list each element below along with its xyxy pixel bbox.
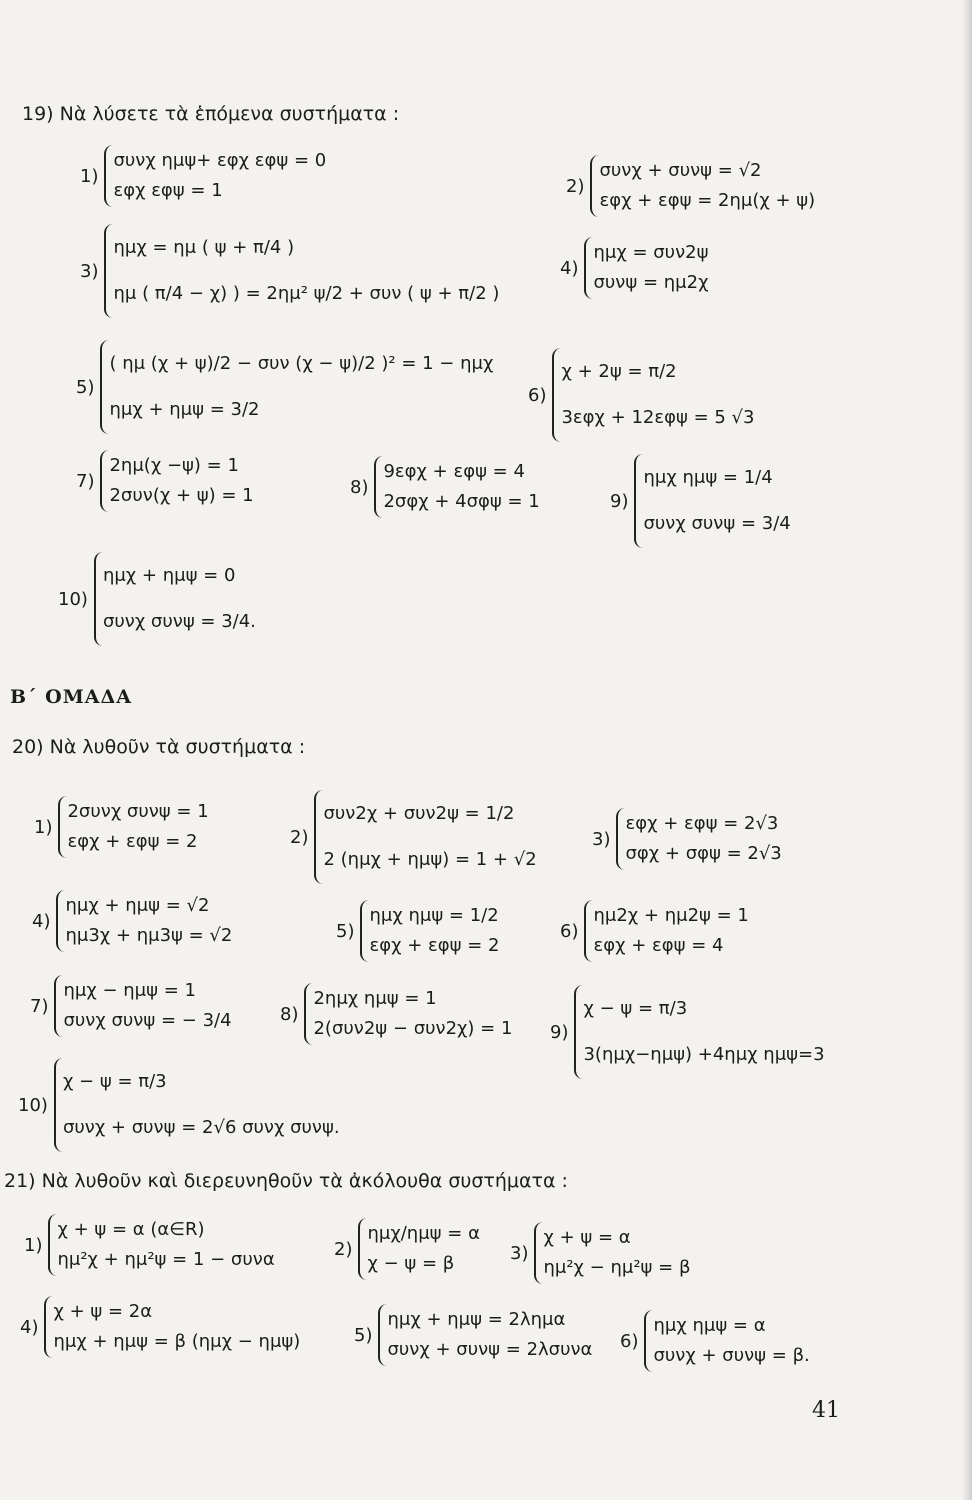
system-brace	[104, 145, 326, 207]
system-number: 8)	[280, 1003, 299, 1025]
equation: 2(συν2ψ − συν2χ) = 1	[313, 1018, 513, 1039]
system-brace	[48, 1214, 274, 1276]
equation: συνψ = ημ2χ	[593, 272, 709, 293]
equation: ημ²χ + ημ²ψ = 1 − συνα	[57, 1249, 275, 1270]
system-number: 2)	[334, 1238, 353, 1260]
problem-20-heading: 20) Νὰ λυθοῦν τὰ συστήματα :	[12, 736, 306, 758]
system-number: 4)	[560, 257, 579, 279]
equation: χ + ψ = α	[543, 1227, 631, 1248]
equation: σφχ + σφψ = 2√3	[625, 843, 782, 864]
system-number: 2)	[566, 175, 585, 197]
system-19-2	[566, 155, 815, 217]
system-number: 1)	[80, 165, 99, 187]
system-19-4	[560, 237, 708, 299]
equation: ημχ − ημψ = 1	[63, 980, 196, 1001]
equation: ημχ + ημψ = β (ημχ − ημψ)	[53, 1331, 301, 1352]
problem-21-heading: 21) Νὰ λυθοῦν καὶ διερευνηθοῦν τὰ ἀκόλουθα συστήματα :	[4, 1170, 568, 1192]
system-number: 3)	[592, 828, 611, 850]
system-21-4	[20, 1296, 300, 1358]
equation: εφχ + εφψ = 2	[369, 935, 500, 956]
system-number: 9)	[610, 490, 629, 512]
system-brace	[44, 1296, 300, 1358]
equation: 2σφχ + 4σφψ = 1	[383, 491, 540, 512]
system-number: 6)	[528, 384, 547, 406]
page-edge-shadow	[962, 0, 972, 1500]
equation: ημχ = ημ ( ψ + π/4 )	[113, 237, 295, 258]
system-number: 6)	[560, 920, 579, 942]
equation: εφχ + εφψ = 2	[67, 831, 198, 852]
system-19-9	[610, 454, 791, 548]
system-21-5	[354, 1304, 592, 1366]
system-brace	[616, 808, 781, 870]
system-number: 4)	[20, 1316, 39, 1338]
system-brace	[54, 975, 231, 1037]
equation: 2 (ημχ + ημψ) = 1 + √2	[323, 849, 537, 870]
system-brace	[590, 155, 815, 217]
system-number: 10)	[58, 588, 88, 610]
problem-19-heading: 19) Νὰ λύσετε τὰ ἑπόμενα συστήματα :	[22, 103, 400, 125]
system-brace	[104, 224, 499, 318]
system-19-5	[76, 340, 493, 434]
system-brace	[58, 796, 208, 858]
equation: ημχ/ημψ = α	[367, 1223, 480, 1244]
system-brace	[304, 983, 512, 1045]
system-number: 6)	[620, 1330, 639, 1352]
system-brace	[574, 985, 824, 1079]
system-brace	[56, 890, 232, 952]
system-21-1	[24, 1214, 275, 1276]
equation: 2συν(χ + ψ) = 1	[109, 485, 254, 506]
system-number: 5)	[354, 1324, 373, 1346]
system-20-1	[34, 796, 209, 858]
equation: ημχ ημψ = 1/4	[643, 467, 773, 488]
equation: συνχ συνψ = − 3/4	[63, 1010, 232, 1031]
system-brace	[552, 348, 754, 442]
system-19-7	[76, 450, 254, 512]
system-number: 1)	[34, 816, 53, 838]
equation: ημχ ημψ = α	[653, 1315, 766, 1336]
system-21-6	[620, 1310, 810, 1372]
equation: 2ημ(χ −ψ) = 1	[109, 455, 239, 476]
equation: εφχ + εφψ = 2ημ(χ + ψ)	[599, 190, 816, 211]
section-b-title: Β΄ ΟΜΑΔΑ	[10, 686, 132, 708]
equation: ημ²χ − ημ²ψ = β	[543, 1257, 691, 1278]
system-20-2	[290, 790, 537, 884]
system-19-10	[58, 552, 256, 646]
equation: συν2χ + συν2ψ = 1/2	[323, 803, 515, 824]
equation: 2ημχ ημψ = 1	[313, 988, 437, 1009]
system-19-6	[528, 348, 754, 442]
system-number: 7)	[30, 995, 49, 1017]
system-number: 3)	[80, 260, 99, 282]
system-19-8	[350, 456, 540, 518]
equation: ( ημ (χ + ψ)/2 − συν (χ − ψ)/2 )² = 1 − ημχ	[109, 353, 494, 374]
system-20-5	[336, 900, 499, 962]
system-brace	[584, 237, 708, 299]
system-number: 2)	[290, 826, 309, 848]
system-20-6	[560, 900, 749, 962]
equation: ημχ + ημψ = 2λημα	[387, 1309, 566, 1330]
system-brace	[378, 1304, 592, 1366]
system-brace	[314, 790, 536, 884]
equation: εφχ + εφψ = 2√3	[625, 813, 779, 834]
system-20-10	[18, 1058, 340, 1152]
equation: 3(ημχ−ημψ) +4ημχ ημψ=3	[583, 1044, 825, 1065]
equation: ημ2χ + ημ2ψ = 1	[593, 905, 749, 926]
equation: ημχ + ημψ = 0	[102, 565, 236, 586]
system-number: 3)	[510, 1242, 529, 1264]
system-brace	[374, 456, 539, 518]
equation: ημχ + ημψ = 3/2	[109, 399, 260, 420]
system-20-3	[592, 808, 782, 870]
system-number: 8)	[350, 476, 369, 498]
equation: χ − ψ = π/3	[62, 1071, 167, 1092]
system-number: 5)	[336, 920, 355, 942]
equation: χ + 2ψ = π/2	[561, 361, 677, 382]
system-number: 5)	[76, 376, 95, 398]
equation: συνχ + συνψ = 2√6 συνχ συνψ.	[62, 1117, 340, 1138]
page-number: 41	[812, 1398, 840, 1423]
system-brace	[54, 1058, 340, 1152]
equation: συνχ συνψ = 3/4	[643, 513, 791, 534]
equation: ημ3χ + ημ3ψ = √2	[65, 925, 233, 946]
system-brace	[100, 450, 253, 512]
equation: ημ ( π/4 − χ) ) = 2ημ² ψ/2 + συν ( ψ + π/2 )	[113, 283, 500, 304]
equation: συνχ συνψ = 3/4.	[102, 611, 256, 632]
system-20-9	[550, 985, 825, 1079]
equation: συνχ + συνψ = 2λσυνα	[387, 1339, 593, 1360]
system-number: 10)	[18, 1094, 48, 1116]
equation: συνχ + συνψ = β.	[653, 1345, 810, 1366]
equation: χ − ψ = π/3	[583, 998, 688, 1019]
system-brace	[534, 1222, 690, 1284]
system-brace	[360, 900, 499, 962]
system-brace	[634, 454, 790, 548]
system-19-3	[80, 224, 499, 318]
system-number: 4)	[32, 910, 51, 932]
equation: ημχ + ημψ = √2	[65, 895, 210, 916]
system-brace	[358, 1218, 479, 1280]
equation: 9εφχ + εφψ = 4	[383, 461, 525, 482]
equation: συνχ + συνψ = √2	[599, 160, 762, 181]
equation: 3εφχ + 12εφψ = 5 √3	[561, 407, 755, 428]
system-brace	[644, 1310, 809, 1372]
system-brace	[100, 340, 493, 434]
system-brace	[94, 552, 256, 646]
system-20-8	[280, 983, 512, 1045]
equation: εφχ + εφψ = 4	[593, 935, 724, 956]
system-number: 1)	[24, 1234, 43, 1256]
system-19-1	[80, 145, 326, 207]
equation: χ − ψ = β	[367, 1253, 455, 1274]
equation: ημχ ημψ = 1/2	[369, 905, 499, 926]
equation: εφχ εφψ = 1	[113, 180, 223, 201]
system-21-2	[334, 1218, 480, 1280]
system-brace	[584, 900, 748, 962]
equation: συνχ ημψ+ εφχ εφψ = 0	[113, 150, 327, 171]
system-20-7	[30, 975, 232, 1037]
equation: ημχ = συν2ψ	[593, 242, 709, 263]
equation: χ + ψ = 2α	[53, 1301, 153, 1322]
system-number: 9)	[550, 1021, 569, 1043]
equation: 2συνχ συνψ = 1	[67, 801, 209, 822]
system-21-3	[510, 1222, 690, 1284]
system-number: 7)	[76, 470, 95, 492]
system-20-4	[32, 890, 232, 952]
equation: χ + ψ = α (α∈R)	[57, 1219, 205, 1240]
